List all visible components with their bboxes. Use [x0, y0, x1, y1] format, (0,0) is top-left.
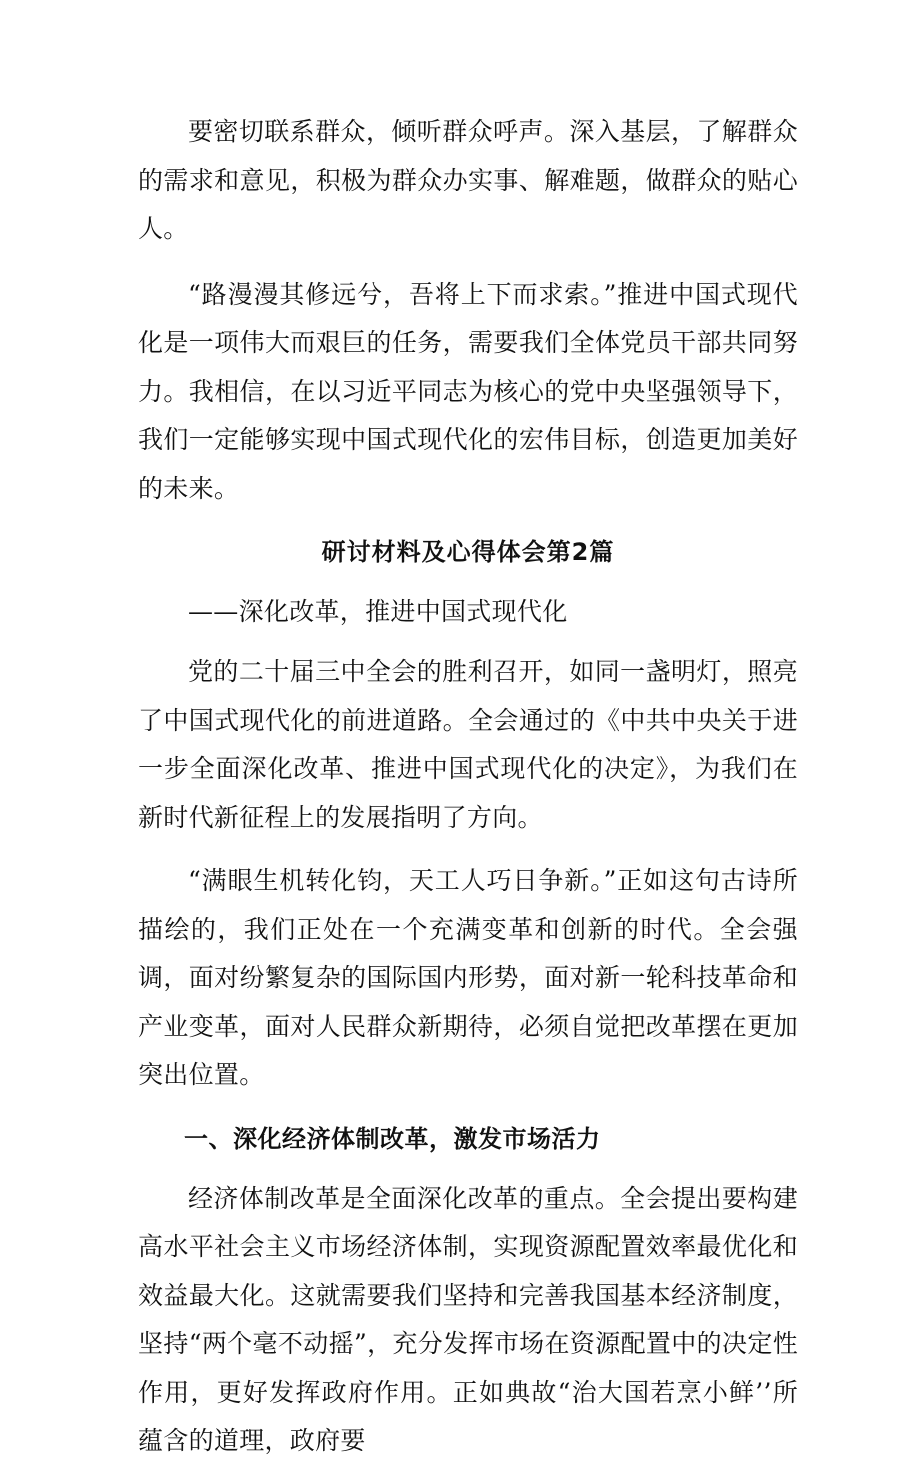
section-heading: 一、深化经济体制改革，激发市场活力: [184, 1124, 601, 1153]
document-body: [138, 108, 798, 1481]
body-paragraph: 经济体制改革是全面深化改革的重点。全会提出要构建高水平社会主义市场经济体制，实现资源配置效率最优化和效益最大化。这就需要我们坚持和完善我国基本经济制度，坚持“两个毫不动摇”，充分发挥市场在资源配置中的决定性作用，更好发挥政府作用。正如典故“治大国若烹小鲜’’所蕴含的道理，政府要: [138, 1183, 798, 1455]
body-paragraph: 党的二十届三中全会的胜利召开，如同一盏明灯，照亮了中国式现代化的前进道路。全会通过的《中共中央关于进一步全面深化改革、推进中国式现代化的决定》，为我们在新时代新征程上的发展指明了方向。: [138, 657, 798, 832]
body-paragraph: “满眼生机转化钧，天工人巧日争新。”正如这句古诗所描绘的，我们正处在一个充满变革和创新的时代。全会强调，面对纷繁复杂的国际国内形势，面对新一轮科技革命和产业变革，面对人民群众新期待，必须自觉把改革摆在更加突出位置。: [138, 866, 798, 1089]
body-paragraph: 要密切联系群众，倾听群众呼声。深入基层，了解群众的需求和意见，积极为群众办实事、解难题，做群众的贴心人。: [138, 117, 798, 243]
article-title: 研讨材料及心得体会第2篇: [321, 538, 615, 566]
body-paragraph: “路漫漫其修远兮，吾将上下而求索。”推进中国式现代化是一项伟大而艰巨的任务，需要我们全体党员干部共同努力。我相信，在以习近平同志为核心的党中央坚强领导下，我们一定能够实现中国式现代化的宏伟目标，创造更加美好的未来。: [138, 279, 798, 503]
article-subtitle: ——深化改革，推进中国式现代化: [188, 597, 568, 626]
